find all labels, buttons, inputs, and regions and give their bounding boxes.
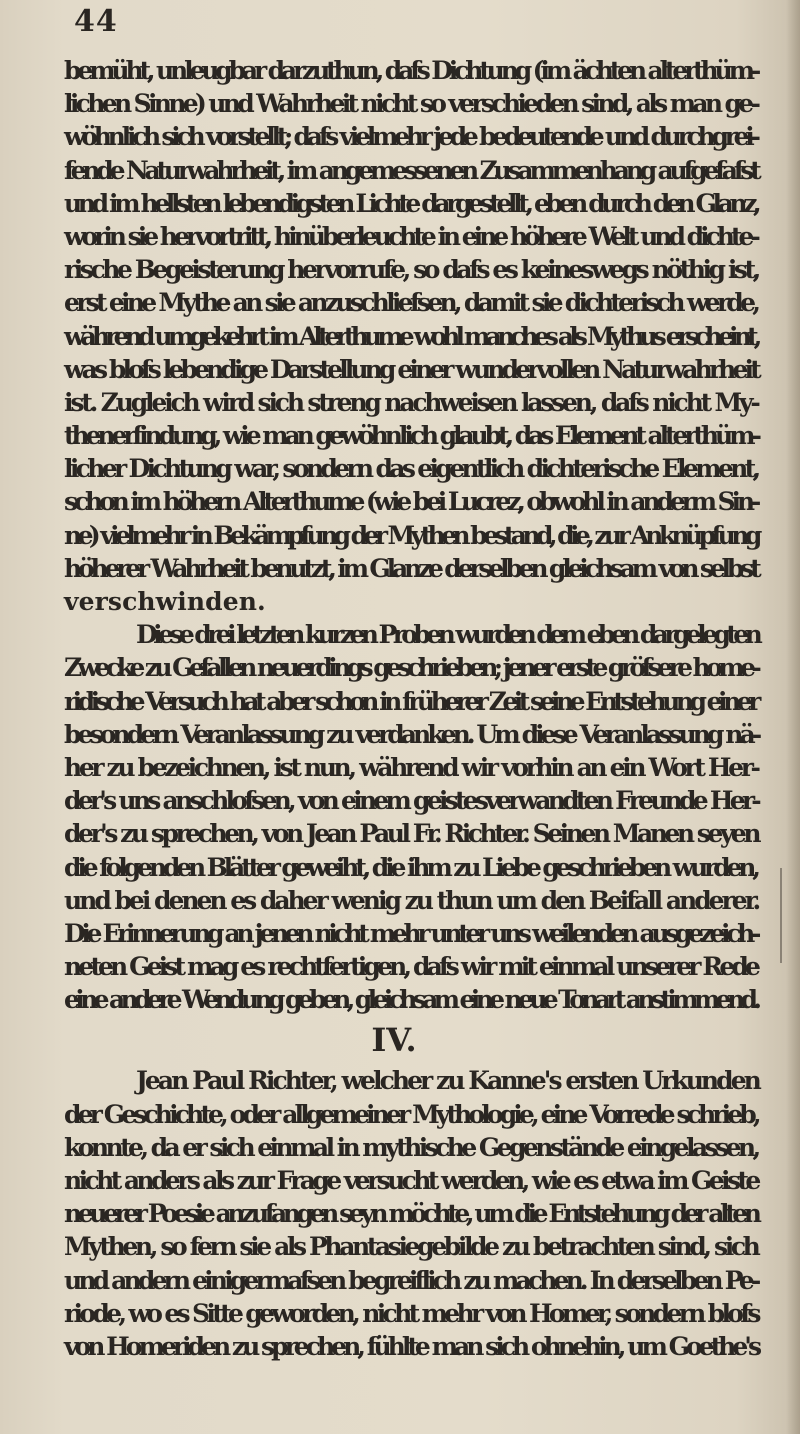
text-line: der's uns anschlofsen, von einem geistesverwandten Freunde Her- [64, 786, 758, 816]
text-line: verschwinden. [64, 587, 266, 616]
text-line: her zu bezeichnen, ist nun, während wir vorhin an ein Wort Her- [64, 752, 758, 782]
text-line: Diese drei letzten kurzen Proben wurden dem eben dargelegten [136, 620, 759, 650]
text-line: die folgenden Blätter geweiht, die ihm zu Liebe geschrieben wurden, [64, 852, 757, 882]
paragraph-3 [64, 1064, 764, 1363]
margin-mark [780, 868, 782, 963]
text-line: und bei denen es daher wenig zu thun um den Beifall anderer. [64, 885, 759, 915]
text-line: und andern einigermafsen begreiflich zu machen. In derselben Pe- [64, 1265, 758, 1295]
text-line: wöhnlich sich vorstellt; dafs vielmehr jede bedeutende und durchgrei- [64, 122, 757, 152]
text-line: Jean Paul Richter, welcher zu Kanne's ersten Urkunden [136, 1066, 759, 1096]
text-line: ist. Zugleich wird sich streng nachweisen lassen, dafs nicht My- [64, 387, 758, 417]
text-line: bemüht, unleugbar darzuthun, dafs Dichtung (im ächten alterthüm- [64, 56, 758, 85]
text-line: schon im höhern Alterthume (wie bei Lucrez, obwohl in anderm Sin- [64, 487, 758, 517]
page-number: 44 [74, 4, 118, 39]
text-line: nicht anders als zur Frage versucht werden, wie es etwa im Geiste [64, 1166, 758, 1195]
text-line: konnte, da er sich einmal in mythische Gegenstände eingelassen, [64, 1132, 758, 1162]
text-line: thenerfindung, wie man gewöhnlich glaubt, das Element alterthüm- [64, 421, 758, 451]
page-edge-shadow [786, 0, 800, 1434]
text-line: neuerer Poesie anzufangen seyn möchte, um die Entstehung der alten [64, 1199, 758, 1229]
text-line: der Geschichte, oder allgemeiner Mythologie, eine Vorrede schrieb, [64, 1099, 758, 1129]
text-line: während umgekehrt im Alterthume wohl manches als Mythus erscheint, [64, 321, 758, 351]
text-line: eine andere Wendung geben, gleichsam eine neue Tonart anstimmend. [64, 985, 758, 1015]
text-line: riode, wo es Sitte geworden, nicht mehr von Homer, sondern blofs [64, 1298, 758, 1328]
body-text [64, 54, 764, 1363]
text-line: was blofs lebendige Darstellung einer wundervollen Naturwahrheit [64, 354, 758, 384]
text-line: worin sie hervortritt, hinüberleuchte in eine höhere Welt und dichte- [64, 221, 757, 251]
paragraph-2 [64, 618, 764, 1016]
paragraph-1 [64, 54, 764, 618]
text-line: besondern Veranlassung zu verdanken. Um diese Veranlassung nä- [64, 719, 759, 749]
text-line: rische Begeisterung hervorrufe, so dafs es keineswegs nöthig ist, [64, 255, 758, 285]
text-line: der's zu sprechen, von Jean Paul Fr. Richter. Seinen Manen seyen [64, 819, 759, 849]
text-line: licher Dichtung war, sondern das eigentlich dichterische Element, [64, 454, 758, 484]
text-line: höherer Wahrheit benutzt, im Glanze derselben gleichsam von selbst [64, 553, 758, 583]
text-line: ne) vielmehr in Bekämpfung der Mythen bestand, die, zur Anknüpfung [64, 520, 758, 550]
text-line: Die Erinnerung an jenen nicht mehr unter uns weilenden ausgezeich- [64, 918, 757, 948]
text-line: erst eine Mythe an sie anzuschliefsen, damit sie dichterisch werde, [64, 288, 758, 318]
text-line: lichen Sinne) und Wahrheit nicht so verschieden sind, als man ge- [64, 89, 758, 119]
text-line: Mythen, so fern sie als Phantasiegebilde zu betrachten sind, sich [64, 1232, 758, 1262]
text-line: und im hellsten lebendigsten Lichte dargestellt, eben durch den Glanz, [64, 188, 758, 218]
section-heading: IV. [371, 1021, 417, 1060]
text-line: Zwecke zu Gefallen neuerdings geschrieben; jener erste gröfsere home- [64, 653, 758, 683]
text-line: von Homeriden zu sprechen, fühlte man sich ohnehin, um Goethe's [64, 1331, 759, 1361]
text-line: fende Naturwahrheit, im angemessenen Zusammenhang aufgefafst [64, 155, 758, 185]
text-line: neten Geist mag es rechtfertigen, dafs wir mit einmal unserer Rede [64, 952, 757, 982]
text-line: ridische Versuch hat aber schon in früherer Zeit seine Entstehung einer [64, 686, 757, 716]
